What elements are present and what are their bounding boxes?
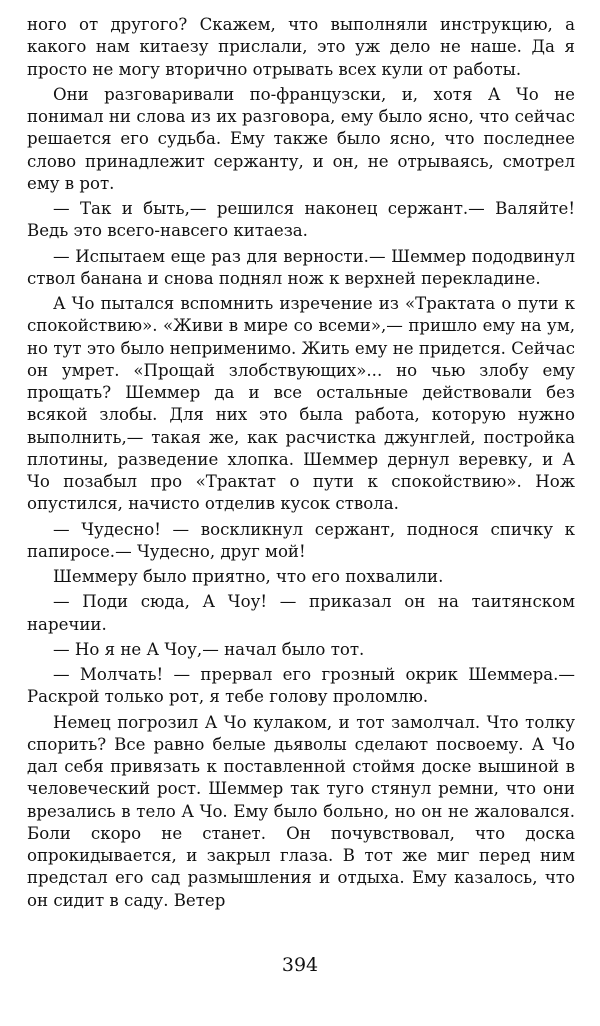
paragraph-10: — Молчать! — прервал его грозный окрик Шеммера.— Раскрой только рот, я тебе голову проломлю. [27,665,575,707]
paragraph-7: Шеммеру было приятно, что его похвалили. [53,567,444,586]
paragraph-11: Немец погрозил А Чо кулаком, и тот замолчал. Что толку спорить? Все равно белые дьяволы сделают посвоему. А Чо дал себя привязать к поставленной стоймя доске вышиной в человеческий рост. Шеммер так туго стянул ремни, что они врезались в тело А Чо. Ему было больно, но он не жаловался. Боли скоро не станет. Он почувствовал, что доска опрокидывается, и закрыл глаза. В тот же миг перед ним предстал его сад размышления и отдыха. Ему казалось, что он сидит в саду. Ветер [27,712,575,910]
paragraph-4: — Испытаем еще раз для верности.— Шеммер пододвинул ствол банана и снова поднял нож к верхней перекладине. [27,246,575,288]
book-page [27,14,575,915]
paragraph-9: — Но я не А Чоу,— начал было тот. [53,639,365,659]
paragraph-8: — Поди сюда, А Чоу! — приказал он на таитянском наречии. [27,592,575,634]
paragraph-3: — Так и быть,— решился наконец сержант.— Валяйте! Ведь это всего-навсего китаеза. [27,199,575,241]
paragraph-6: — Чудесно! — воскликнул сержант, поднося спичку к папиросе.— Чудесно, друг мой! [27,519,575,561]
paragraph-1: ного от другого? Скажем, что выполняли инструкцию, а какого нам китаезу прислали, это уж дело не наше. Да я просто не могу вторично отрывать всех кули от работы. [27,15,575,79]
page-number: 394 [281,954,319,976]
paragraph-5: А Чо пытался вспомнить изречение из «Трактата о пути к спокойствию». «Живи в мире со всеми»,— пришло ему на ум, но тут это было неприменимо. Жить ему не придется. Сейчас он умрет. «Прощай злобствующих»... но чью злобу ему прощать? Шеммер да и все остальные действовали без всякой злобы. Для них это была работа, которую нужно выполнить,— такая же, как расчистка джунглей, постройка плотины, разведение хлопка. Шеммер дернул веревку, и А Чо позабыл про «Трактат о пути к спокойствию». Нож опустился, начисто отделив кусок ствола. [27,294,575,514]
paragraph-2: Они разговаривали по-французски, и, хотя А Чо не понимал ни слова из их разговора, ему было ясно, что сейчас решается его судьба. Ему также было ясно, что последнее слово принадлежит сержанту, и он, не отрываясь, смотрел ему в рот. [27,84,575,193]
